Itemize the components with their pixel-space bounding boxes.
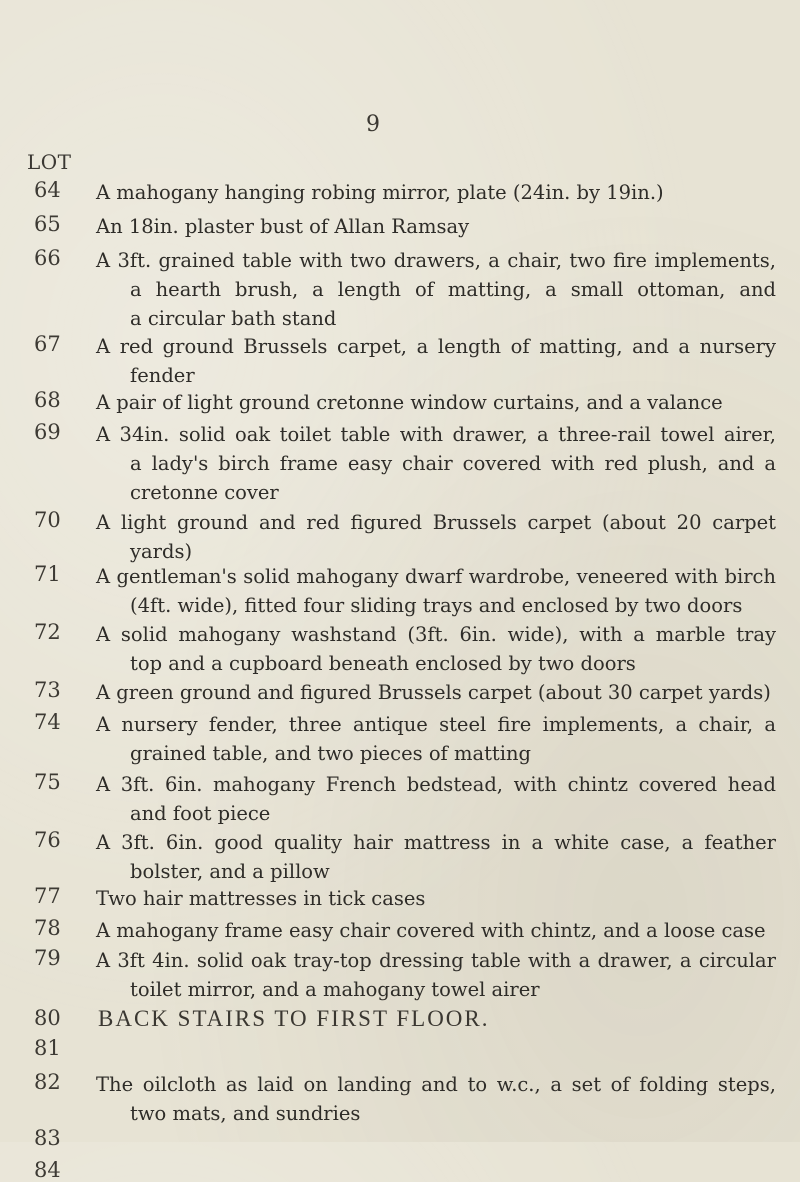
- description-line: A light ground and red figured Brussels carpet (about 20 carpet: [96, 511, 776, 534]
- lot-description: [96, 246, 776, 333]
- lot-number: 64: [34, 178, 61, 202]
- description-line: a circular bath stand: [130, 307, 337, 330]
- lot-number: 73: [34, 678, 61, 702]
- lot-number: 81: [34, 1036, 61, 1060]
- description-line: A 3ft. grained table with two drawers, a chair, two fire implements,: [96, 249, 776, 272]
- lot-description: [96, 620, 776, 678]
- description-line: A 3ft. 6in. good quality hair mattress in a white case, a feather: [96, 831, 776, 854]
- description-line: A 34in. solid oak toilet table with drawer, a three-rail towel airer,: [96, 423, 776, 446]
- description-line: a hearth brush, a length of matting, a small ottoman, and: [130, 278, 776, 301]
- lot-description: [96, 562, 776, 620]
- lot-description: [96, 884, 776, 913]
- description-line: A red ground Brussels carpet, a length of matting, and a nursery: [96, 335, 776, 358]
- lot-number: 75: [34, 770, 61, 794]
- lot-description: [96, 770, 776, 828]
- description-line: a lady's birch frame easy chair covered with red plush, and a: [130, 452, 776, 475]
- description-line: cretonne cover: [130, 481, 279, 504]
- lot-description: [96, 678, 776, 707]
- description-line: toilet mirror, and a mahogany towel airer: [130, 978, 540, 1001]
- description-line: two mats, and sundries: [130, 1102, 361, 1125]
- lot-description: [96, 178, 776, 207]
- description-line: A gentleman's solid mahogany dwarf wardrobe, veneered with birch: [96, 565, 776, 588]
- description-line: A 3ft 4in. solid oak tray-top dressing table with a drawer, a circular: [96, 949, 776, 972]
- lot-number: 74: [34, 710, 61, 734]
- lot-number: 71: [34, 562, 61, 586]
- lot-number: 79: [34, 946, 61, 970]
- section-heading: BACK STAIRS TO FIRST FLOOR.: [98, 1006, 490, 1031]
- lot-description: [96, 420, 776, 507]
- lot-number: 70: [34, 508, 61, 532]
- lot-description: [96, 332, 776, 390]
- lot-number: 80: [34, 1006, 61, 1030]
- lot-description: [96, 212, 776, 241]
- description-line: yards): [130, 540, 193, 563]
- description-line: A nursery fender, three antique steel fire implements, a chair, a: [96, 713, 776, 736]
- lot-number: 72: [34, 620, 61, 644]
- description-line: A solid mahogany washstand (3ft. 6in. wide), with a marble tray: [96, 623, 776, 646]
- lot-number: 76: [34, 828, 61, 852]
- description-line: bolster, and a pillow: [130, 860, 330, 883]
- lot-description: [96, 388, 776, 417]
- lot-number: 82: [34, 1070, 61, 1094]
- description-line: grained table, and two pieces of matting: [130, 742, 532, 765]
- description-line: A 3ft. 6in. mahogany French bedstead, with chintz covered head: [96, 773, 776, 796]
- lot-description: [96, 710, 776, 768]
- lot-number: 77: [34, 884, 61, 908]
- description-line: (4ft. wide), fitted four sliding trays and enclosed by two doors: [130, 594, 743, 617]
- description-line: A mahogany hanging robing mirror, plate (24in. by 19in.): [96, 181, 664, 204]
- lot-description: [96, 916, 776, 945]
- description-line: An 18in. plaster bust of Allan Ramsay: [96, 215, 470, 238]
- lot-description: [96, 946, 776, 1004]
- lot-number: 68: [34, 388, 61, 412]
- lot-number: 69: [34, 420, 61, 444]
- lot-number: 66: [34, 246, 61, 270]
- description-line: Two hair mattresses in tick cases: [96, 887, 426, 910]
- lot-number: 78: [34, 916, 61, 940]
- lot-number: 84: [34, 1158, 61, 1182]
- description-line: A pair of light ground cretonne window curtains, and a valance: [96, 391, 723, 414]
- lot-number: 67: [34, 332, 61, 356]
- description-line: fender: [130, 364, 195, 387]
- lot-description: [96, 828, 776, 886]
- description-line: The oilcloth as laid on landing and to w.c., a set of folding steps,: [96, 1073, 776, 1096]
- lot-description: [96, 508, 776, 566]
- description-line: A green ground and figured Brussels carpet (about 30 carpet yards): [96, 681, 771, 704]
- description-line: A mahogany frame easy chair covered with chintz, and a loose case: [96, 919, 766, 942]
- description-line: and foot piece: [130, 802, 271, 825]
- lot-number: 83: [34, 1126, 61, 1150]
- lot-description: [96, 1070, 776, 1128]
- lot-column-header: LOT: [27, 150, 72, 174]
- page-number: 9: [366, 112, 380, 137]
- lot-number: 65: [34, 212, 61, 236]
- description-line: top and a cupboard beneath enclosed by two doors: [130, 652, 636, 675]
